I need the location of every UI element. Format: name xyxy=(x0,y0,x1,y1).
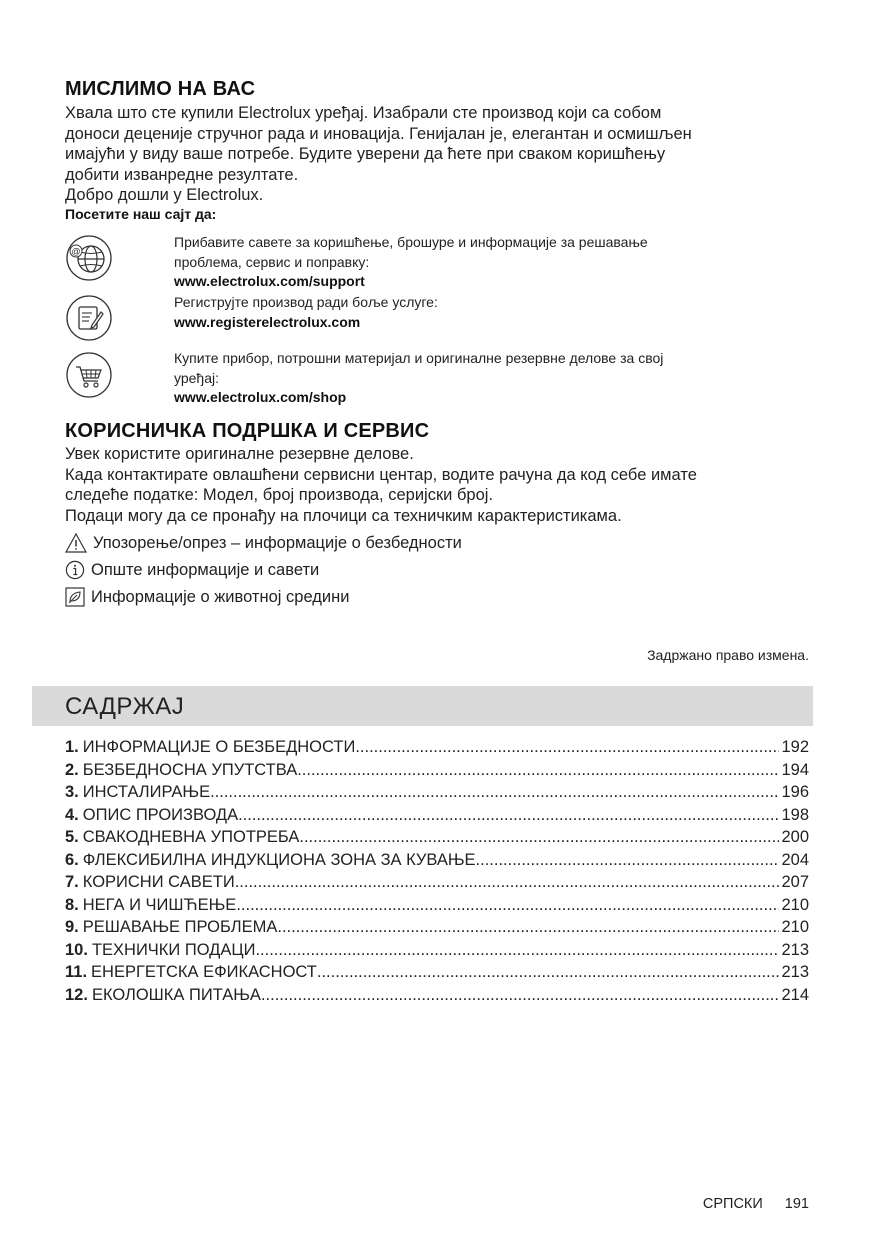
toc-entry[interactable] xyxy=(65,804,809,827)
toc-number: 4. xyxy=(65,805,79,824)
toc-page: 210 xyxy=(781,895,809,914)
toc-page: 198 xyxy=(781,805,809,824)
intro-line: Добро дошли у Electrolux. xyxy=(65,186,264,204)
toc-entry[interactable] xyxy=(65,826,809,849)
toc-entry[interactable] xyxy=(65,781,809,804)
toc-page: 210 xyxy=(781,918,809,936)
toc-entry[interactable] xyxy=(65,894,809,917)
toc-leader xyxy=(238,804,779,827)
link-register xyxy=(174,293,814,332)
toc-page: 200 xyxy=(781,828,809,846)
toc-entry[interactable] xyxy=(65,939,809,962)
toc-label: ИНФОРМАЦИЈЕ О БЕЗБЕДНОСТИ xyxy=(82,738,356,756)
toc-page: 194 xyxy=(781,760,809,779)
toc-leader xyxy=(299,826,779,849)
care-line: следеће податке: Модел, број производа, серијски број. xyxy=(65,486,494,504)
toc-leader xyxy=(317,961,780,984)
cart-icon xyxy=(65,351,113,399)
toc-page: 213 xyxy=(781,963,809,981)
warning-icon xyxy=(65,533,87,553)
link-description: Купите прибор, потрошни материјал и оригиналне резервне делове за свој xyxy=(174,350,664,366)
toc-entry[interactable] xyxy=(65,984,809,1007)
toc-leader xyxy=(261,984,780,1007)
toc-number: 7. xyxy=(65,873,79,891)
link-description: Прибавите савете за коришћење, брошуре и информације за решавање xyxy=(174,234,648,250)
toc-number: 2. xyxy=(65,760,79,779)
toc-leader xyxy=(236,894,779,917)
register-icon xyxy=(65,294,113,342)
link-description: проблема, сервис и поправку: xyxy=(174,253,370,270)
note-warning xyxy=(65,533,462,553)
toc-entry[interactable] xyxy=(65,916,809,939)
register-url-link[interactable]: www.registerelectrolux.com xyxy=(174,313,361,330)
intro-line: имајући у виду ваше потребе. Будите уверени да ћете при сваком коришћењу xyxy=(65,145,666,163)
note-text: Опште информације и савети xyxy=(91,560,320,579)
care-line: Подаци могу да се пронађу на плочици са техничким карактеристикама. xyxy=(65,506,622,525)
toc-number: 3. xyxy=(65,783,79,801)
toc-entry[interactable] xyxy=(65,759,809,782)
toc-page: 192 xyxy=(781,738,809,756)
support-url-link[interactable]: www.electrolux.com/support xyxy=(174,273,365,289)
svg-text:@: @ xyxy=(71,246,81,257)
toc-entry[interactable] xyxy=(65,961,809,984)
toc-page: 204 xyxy=(781,850,809,869)
toc-page: 214 xyxy=(781,985,809,1004)
toc-label: ИНСТАЛИРАЊЕ xyxy=(82,783,211,801)
section-title-thinking-of-you: МИСЛИМО НА ВАС xyxy=(65,78,256,100)
toc-leader xyxy=(235,871,780,894)
visit-label: Посетите наш сајт да: xyxy=(65,206,217,222)
shop-url-link[interactable]: www.electrolux.com/shop xyxy=(174,389,347,405)
toc-page: 196 xyxy=(781,783,809,801)
toc-label: РЕШАВАЊЕ ПРОБЛЕМА xyxy=(82,918,278,936)
toc-number: 12. xyxy=(65,985,88,1004)
intro-line: Хвала што сте купили Electrolux уређај. Изабрали сте производ који са собом xyxy=(65,104,662,122)
toc-number: 8. xyxy=(65,895,79,914)
toc-number: 9. xyxy=(65,918,79,936)
note-text: Упозорење/опрез – информације о безбедности xyxy=(93,533,462,552)
toc-page: 213 xyxy=(781,940,809,959)
intro-line: добити изванредне резултате. xyxy=(65,165,299,184)
toc-label: ЕНЕРГЕТСКА ЕФИКАСНОСТ xyxy=(91,963,317,981)
toc-number: 1. xyxy=(65,738,79,756)
toc-entry[interactable] xyxy=(65,849,809,872)
note-text: Информације о животној средини xyxy=(91,587,350,606)
toc-entry[interactable] xyxy=(65,736,809,759)
footer-page-number: 191 xyxy=(784,1196,809,1212)
rights-notice: Задржано право измена. xyxy=(647,647,809,663)
toc-label: ОПИС ПРОИЗВОДА xyxy=(82,805,239,824)
toc-number: 11. xyxy=(65,963,88,981)
toc-label: КОРИСНИ САВЕТИ xyxy=(82,873,235,891)
care-line: Увек користите оригиналне резервне делове. xyxy=(65,445,414,463)
toc-title: САДРЖАЈ xyxy=(65,693,185,720)
toc-page: 207 xyxy=(781,873,809,891)
toc-entry[interactable] xyxy=(65,871,809,894)
toc-label: БЕЗБЕДНОСНА УПУТСТВА xyxy=(82,760,298,779)
globe-icon xyxy=(65,234,113,282)
care-line: Када контактирате овлашћени сервисни центар, водите рачуна да код себе имате xyxy=(65,465,697,484)
note-info xyxy=(65,560,319,580)
toc-number: 10. xyxy=(65,940,88,959)
toc-label: СВАКОДНЕВНА УПОТРЕБА xyxy=(82,828,300,846)
link-shop xyxy=(174,349,814,408)
toc-number: 6. xyxy=(65,850,79,869)
info-icon xyxy=(65,560,85,580)
toc-label: ТЕХНИЧКИ ПОДАЦИ xyxy=(91,940,256,959)
toc-label: ФЛЕКСИБИЛНА ИНДУКЦИОНА ЗОНА ЗА КУВАЊЕ xyxy=(82,850,476,869)
toc-leader xyxy=(297,759,779,782)
footer-language: СРПСКИ xyxy=(702,1196,763,1212)
link-support xyxy=(174,233,814,292)
page-footer xyxy=(703,1196,809,1212)
toc-leader xyxy=(255,939,779,962)
toc-leader xyxy=(210,781,779,804)
toc-number: 5. xyxy=(65,828,79,846)
section-title-customer-care: КОРИСНИЧКА ПОДРШКА И СЕРВИС xyxy=(65,420,430,442)
toc-leader xyxy=(476,849,780,872)
link-description: уређај: xyxy=(174,369,219,386)
toc-label: ЕКОЛОШКА ПИТАЊА xyxy=(91,985,261,1004)
table-of-contents xyxy=(65,736,809,1006)
link-description: Региструјте производ ради боље услуге: xyxy=(174,294,438,310)
environment-icon xyxy=(65,587,85,607)
note-environment xyxy=(65,587,349,607)
intro-text xyxy=(65,103,825,206)
toc-label: НЕГА И ЧИШЋЕЊЕ xyxy=(82,895,237,914)
intro-line: доноси деценије стручног рада и иновација. Генијалан је, елегантан и осмишљен xyxy=(65,124,692,143)
customer-care-text xyxy=(65,444,825,526)
toc-leader xyxy=(277,916,779,939)
toc-leader xyxy=(355,736,779,759)
